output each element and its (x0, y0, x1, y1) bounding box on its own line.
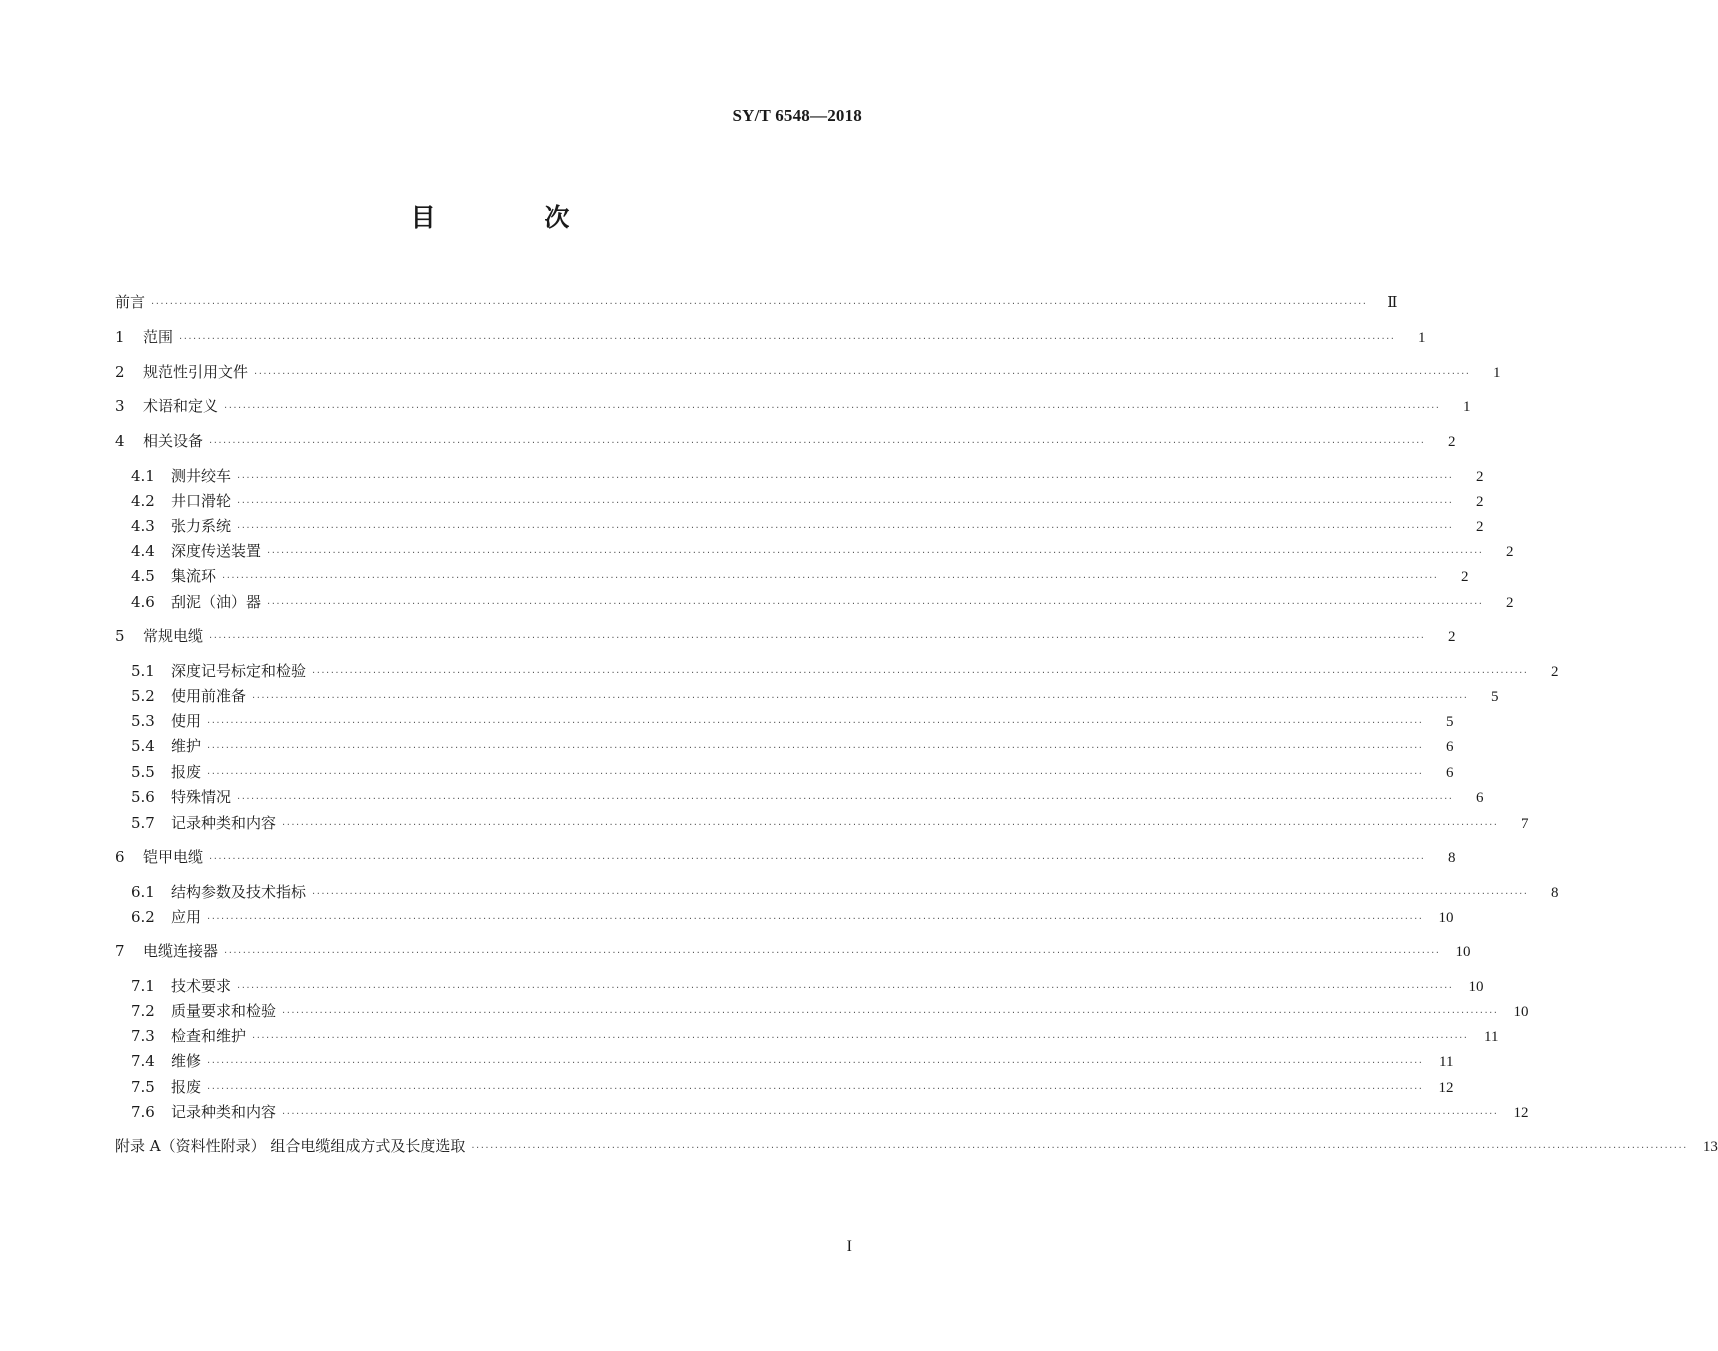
toc-leader-dots: ···································································································································································································································································· (282, 1008, 1499, 1019)
toc-entry-number: 7.5 (131, 1078, 155, 1096)
toc-leader-dots: ···································································································································································································································································· (267, 548, 1484, 559)
toc-entry-label: 附录 A（资料性附录） 组合电缆组成方式及长度选取 (115, 1137, 466, 1155)
toc-entry[interactable] (0, 684, 1499, 708)
toc-entry-page: 10 (1438, 910, 1454, 926)
toc-leader-dots: ···································································································································································································································································· (207, 1084, 1424, 1095)
toc-entry[interactable] (0, 905, 1454, 929)
toc-entry[interactable] (0, 429, 1456, 453)
toc-entry[interactable] (0, 880, 1559, 904)
toc-entry-number: 7.3 (131, 1027, 155, 1045)
toc-entry-page: 6 (1445, 765, 1454, 781)
toc-entry-label: 前言 (115, 293, 146, 311)
toc-leader-dots: ···································································································································································································································································· (237, 473, 1454, 484)
toc-entry-number: 7.1 (131, 977, 155, 995)
toc-entry[interactable] (0, 290, 1398, 314)
toc-entry-label: 相关设备 (143, 432, 204, 450)
toc-entry-page: 2 (1460, 569, 1469, 585)
toc-entry-label: 常规电缆 (143, 627, 204, 645)
toc-entry-number: 4 (115, 432, 125, 450)
toc-entry[interactable] (0, 624, 1456, 648)
toc-entry-number: 5 (115, 627, 125, 645)
toc-entry-label: 质量要求和检验 (171, 1002, 277, 1020)
toc-leader-dots: ···································································································································································································································································· (237, 983, 1454, 994)
toc-entry-label: 井口滑轮 (171, 492, 232, 510)
toc-leader-dots: ···································································································································································································································································· (207, 914, 1424, 925)
toc-entry-label: 术语和定义 (143, 397, 219, 415)
toc-entry-page: 12 (1438, 1080, 1454, 1096)
toc-entry[interactable] (0, 539, 1514, 563)
toc-entry-number: 4.3 (131, 517, 155, 535)
toc-entry[interactable] (0, 590, 1514, 614)
toc-leader-dots: ···································································································································································································································································· (471, 1143, 1688, 1154)
toc-leader-dots: ···································································································································································································································································· (267, 599, 1484, 610)
toc-entry-page: 13 (1702, 1139, 1718, 1155)
toc-entry-label: 深度传送装置 (171, 542, 262, 560)
toc-entry-page: 10 (1513, 1004, 1529, 1020)
toc-entry-label: 技术要求 (171, 977, 232, 995)
toc-entry-number: 6.2 (131, 908, 155, 926)
toc-entry-page: 2 (1447, 629, 1456, 645)
toc-entry[interactable] (0, 360, 1501, 384)
toc-entry-number: 4.6 (131, 593, 155, 611)
toc-entry[interactable] (0, 1100, 1529, 1124)
toc-leader-dots: ···································································································································································································································································· (254, 369, 1471, 380)
toc-entry-label: 结构参数及技术指标 (171, 883, 307, 901)
toc-entry-number: 4.4 (131, 542, 155, 560)
toc-leader-dots: ···································································································································································································································································· (237, 794, 1454, 805)
toc-entry[interactable] (0, 464, 1484, 488)
toc-leader-dots: ···································································································································································································································································· (282, 820, 1499, 831)
toc-leader-dots: ···································································································································································································································································· (222, 573, 1439, 584)
toc-entry-page: 6 (1445, 739, 1454, 755)
toc-entry-label: 使用前准备 (171, 687, 247, 705)
toc-leader-dots: ···································································································································································································································································· (224, 403, 1441, 414)
toc-entry-label: 使用 (171, 712, 202, 730)
toc-entry-number: 5.3 (131, 712, 155, 730)
toc-entry-number: 1 (115, 328, 125, 346)
toc-entry[interactable] (0, 811, 1529, 835)
toc-entry-label: 报废 (171, 1078, 202, 1096)
toc-leader-dots: ···································································································································································································································································· (209, 438, 1426, 449)
toc-entry[interactable] (0, 1049, 1454, 1073)
toc-entry-page: 2 (1447, 434, 1456, 450)
toc-entry-label: 张力系统 (171, 517, 232, 535)
page-number: I (846, 1238, 852, 1255)
toc-entry[interactable] (0, 709, 1454, 733)
toc-entry-page: 1 (1417, 330, 1426, 346)
toc-entry-number: 7.2 (131, 1002, 155, 1020)
toc-entry-number: 7.4 (131, 1052, 155, 1070)
toc-leader-dots: ···································································································································································································································································· (207, 718, 1424, 729)
toc-entry-page: 1 (1462, 399, 1471, 415)
toc-leader-dots: ···································································································································································································································································· (237, 498, 1454, 509)
toc-entry-number: 7 (115, 942, 125, 960)
toc-entry-label: 维护 (171, 737, 202, 755)
toc-entry-page: 2 (1505, 595, 1514, 611)
toc-entry-page: 8 (1447, 850, 1456, 866)
toc-entry-page: 2 (1475, 519, 1484, 535)
toc-entry-label: 集流环 (171, 567, 217, 585)
toc-entry[interactable] (0, 394, 1471, 418)
toc-entry-number: 5.5 (131, 763, 155, 781)
toc-entry-page: Ⅱ (1387, 295, 1398, 311)
toc-entry-label: 维修 (171, 1052, 202, 1070)
toc-entry[interactable] (0, 845, 1456, 869)
toc-entry[interactable] (0, 974, 1484, 998)
toc-entry-label: 规范性引用文件 (143, 363, 249, 381)
toc-entry-page: 6 (1475, 790, 1484, 806)
toc-entry[interactable] (0, 489, 1484, 513)
toc-entry-page: 12 (1513, 1105, 1529, 1121)
toc-entry-label: 记录种类和内容 (171, 814, 277, 832)
toc-entry-number: 3 (115, 397, 125, 415)
toc-entry-page: 10 (1468, 979, 1484, 995)
toc-entry-label: 刮泥（油）器 (171, 593, 262, 611)
toc-entry-page: 11 (1439, 1054, 1454, 1070)
page-title: 目 次 (410, 203, 620, 232)
toc-entry-label: 测井绞车 (171, 467, 232, 485)
toc-leader-dots: ···································································································································································································································································· (312, 668, 1529, 679)
toc-entry[interactable] (0, 734, 1454, 758)
toc-entry-page: 2 (1475, 469, 1484, 485)
toc-leader-dots: ···································································································································································································································································· (207, 1058, 1424, 1069)
toc-entry[interactable] (0, 659, 1559, 683)
toc-entry-label: 深度记号标定和检验 (171, 662, 307, 680)
toc-entry-page: 5 (1445, 714, 1454, 730)
toc-leader-dots: ···································································································································································································································································· (252, 1033, 1469, 1044)
toc-entry-page: 10 (1455, 944, 1471, 960)
toc-entry-label: 范围 (143, 328, 174, 346)
toc-entry[interactable] (0, 785, 1484, 809)
toc-leader-dots: ···································································································································································································································································· (312, 889, 1529, 900)
toc-leader-dots: ···································································································································································································································································· (207, 743, 1424, 754)
toc-entry[interactable] (0, 1075, 1454, 1099)
toc-leader-dots: ···································································································································································································································································· (209, 633, 1426, 644)
toc-entry[interactable] (0, 1024, 1499, 1048)
toc-entry-page: 2 (1505, 544, 1514, 560)
toc-leader-dots: ···································································································································································································································································· (207, 769, 1424, 780)
toc-entry[interactable] (0, 325, 1426, 349)
toc-leader-dots: ···································································································································································································································································· (252, 693, 1469, 704)
toc-leader-dots: ···································································································································································································································································· (282, 1109, 1499, 1120)
toc-leader-dots: ···································································································································································································································································· (179, 334, 1396, 345)
toc-entry-number: 6.1 (131, 883, 155, 901)
toc-entry-number: 5.4 (131, 737, 155, 755)
toc-entry-number: 2 (115, 363, 125, 381)
toc-entry-number: 4.1 (131, 467, 155, 485)
toc-entry-label: 记录种类和内容 (171, 1103, 277, 1121)
toc-entry[interactable] (0, 564, 1469, 588)
toc-entry-page: 2 (1475, 494, 1484, 510)
toc-entry-label: 应用 (171, 908, 202, 926)
toc-leader-dots: ···································································································································································································································································· (224, 948, 1441, 959)
toc-leader-dots: ···································································································································································································································································· (151, 299, 1368, 310)
toc-entry[interactable] (0, 1134, 1718, 1158)
toc-entry-label: 报废 (171, 763, 202, 781)
toc-entry-label: 检查和维护 (171, 1027, 247, 1045)
toc-leader-dots: ···································································································································································································································································· (209, 854, 1426, 865)
toc-entry[interactable] (0, 760, 1454, 784)
toc-entry-label: 铠甲电缆 (143, 848, 204, 866)
toc-entry-number: 5.2 (131, 687, 155, 705)
toc-entry[interactable] (0, 514, 1484, 538)
toc-entry-number: 6 (115, 848, 125, 866)
toc-entry-page: 11 (1484, 1029, 1499, 1045)
toc-entry-page: 7 (1520, 816, 1529, 832)
toc-entry-number: 4.5 (131, 567, 155, 585)
toc-entry-number: 5.6 (131, 788, 155, 806)
toc-entry-number: 4.2 (131, 492, 155, 510)
toc-entry-number: 7.6 (131, 1103, 155, 1121)
toc-entry-label: 电缆连接器 (143, 942, 219, 960)
toc-entry-number: 5.1 (131, 662, 155, 680)
toc-entry-number: 5.7 (131, 814, 155, 832)
toc-entry-page: 1 (1492, 365, 1501, 381)
toc-entry-page: 8 (1550, 885, 1559, 901)
standard-code: SY/T 6548—2018 (732, 106, 862, 125)
toc-entry-page: 2 (1550, 664, 1559, 680)
toc-entry[interactable] (0, 999, 1529, 1023)
toc-entry-label: 特殊情况 (171, 788, 232, 806)
toc-entry-page: 5 (1490, 689, 1499, 705)
toc-entry[interactable] (0, 939, 1471, 963)
toc-leader-dots: ···································································································································································································································································· (237, 523, 1454, 534)
